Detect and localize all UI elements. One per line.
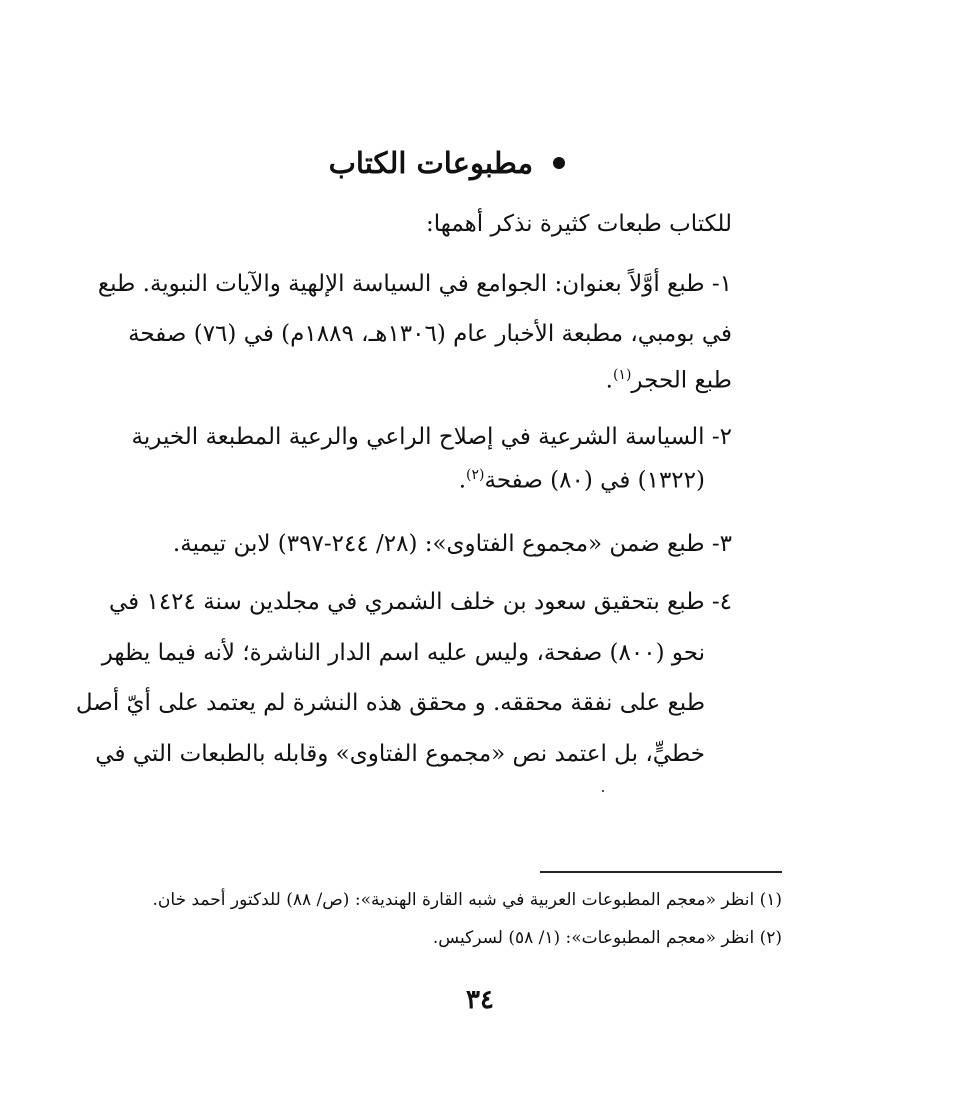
section-heading-text: مطبوعات الكتاب: [328, 146, 533, 180]
item-text: طبع أوَّلاً بعنوان: الجوامع في السياسة الإلهية والآيات النبوية. طبع: [97, 271, 705, 297]
item-text: (١٣٢٢) في (٨٠) صفحة: [484, 467, 705, 494]
bullet-icon: [553, 157, 565, 169]
footnote-ref: (١): [612, 367, 632, 383]
ink-speck: [602, 790, 604, 792]
item-number: ١-: [711, 271, 732, 297]
item-4-line-4: خطيٍّ، بل اعتمد نص «مجموع الفتاوى» وقابله بالطبعات التي في: [95, 741, 705, 767]
item-number: ٤-: [711, 589, 732, 615]
item-1-line-3: طبع الحجر$^{(١)}$.: [605, 367, 732, 394]
item-3-line-1: [173, 531, 732, 557]
section-heading: [329, 146, 565, 180]
item-2-line-2: (١٣٢٢) في (٨٠) صفحة$^{(٢)}$.: [458, 467, 705, 494]
item-text: طبع بتحقيق سعود بن خلف الشمري في مجلدين سنة ١٤٢٤ في: [108, 589, 705, 615]
footnote-1: (١) انظر «معجم المطبوعات العربية في شبه القارة الهندية»: (ص/ ٨٨) للدكتور أحمد خان.: [152, 890, 782, 910]
footnote-2: (٢) انظر «معجم المطبوعات»: (١/ ٥٨) لسركيس.: [432, 928, 782, 948]
item-number: ٢-: [711, 424, 732, 450]
item-text: طبع ضمن «مجموع الفتاوى»: (٢٨/ ٢٤٤-٣٩٧) لابن تيمية.: [172, 531, 705, 557]
item-number: ٣-: [711, 531, 732, 557]
item-1-line-1: [98, 271, 732, 297]
item-text: السياسة الشرعية في إصلاح الراعي والرعية المطبعة الخيرية: [131, 424, 705, 450]
footnote-divider: [540, 871, 782, 873]
intro-paragraph: للكتاب طبعات كثيرة نذكر أهمها:: [425, 211, 732, 237]
page-number: ٣٤: [466, 985, 494, 1015]
item-4-line-1: [109, 589, 732, 615]
item-4-line-3: طبع على نفقة محققه. و محقق هذه النشرة لم يعتمد على أيّ أصل: [75, 690, 705, 716]
item-text: طبع الحجر: [631, 367, 732, 394]
item-1-line-2: في بومبي، مطبعة الأخبار عام (١٣٠٦هـ، ١٨٨٩م) في (٧٦) صفحة: [128, 321, 732, 347]
item-4-line-2: نحو (٨٠٠) صفحة، وليس عليه اسم الدار الناشرة؛ لأنه فيما يظهر: [101, 640, 705, 666]
footnote-ref: (٢): [466, 467, 485, 483]
item-2-line-1: [132, 424, 732, 450]
